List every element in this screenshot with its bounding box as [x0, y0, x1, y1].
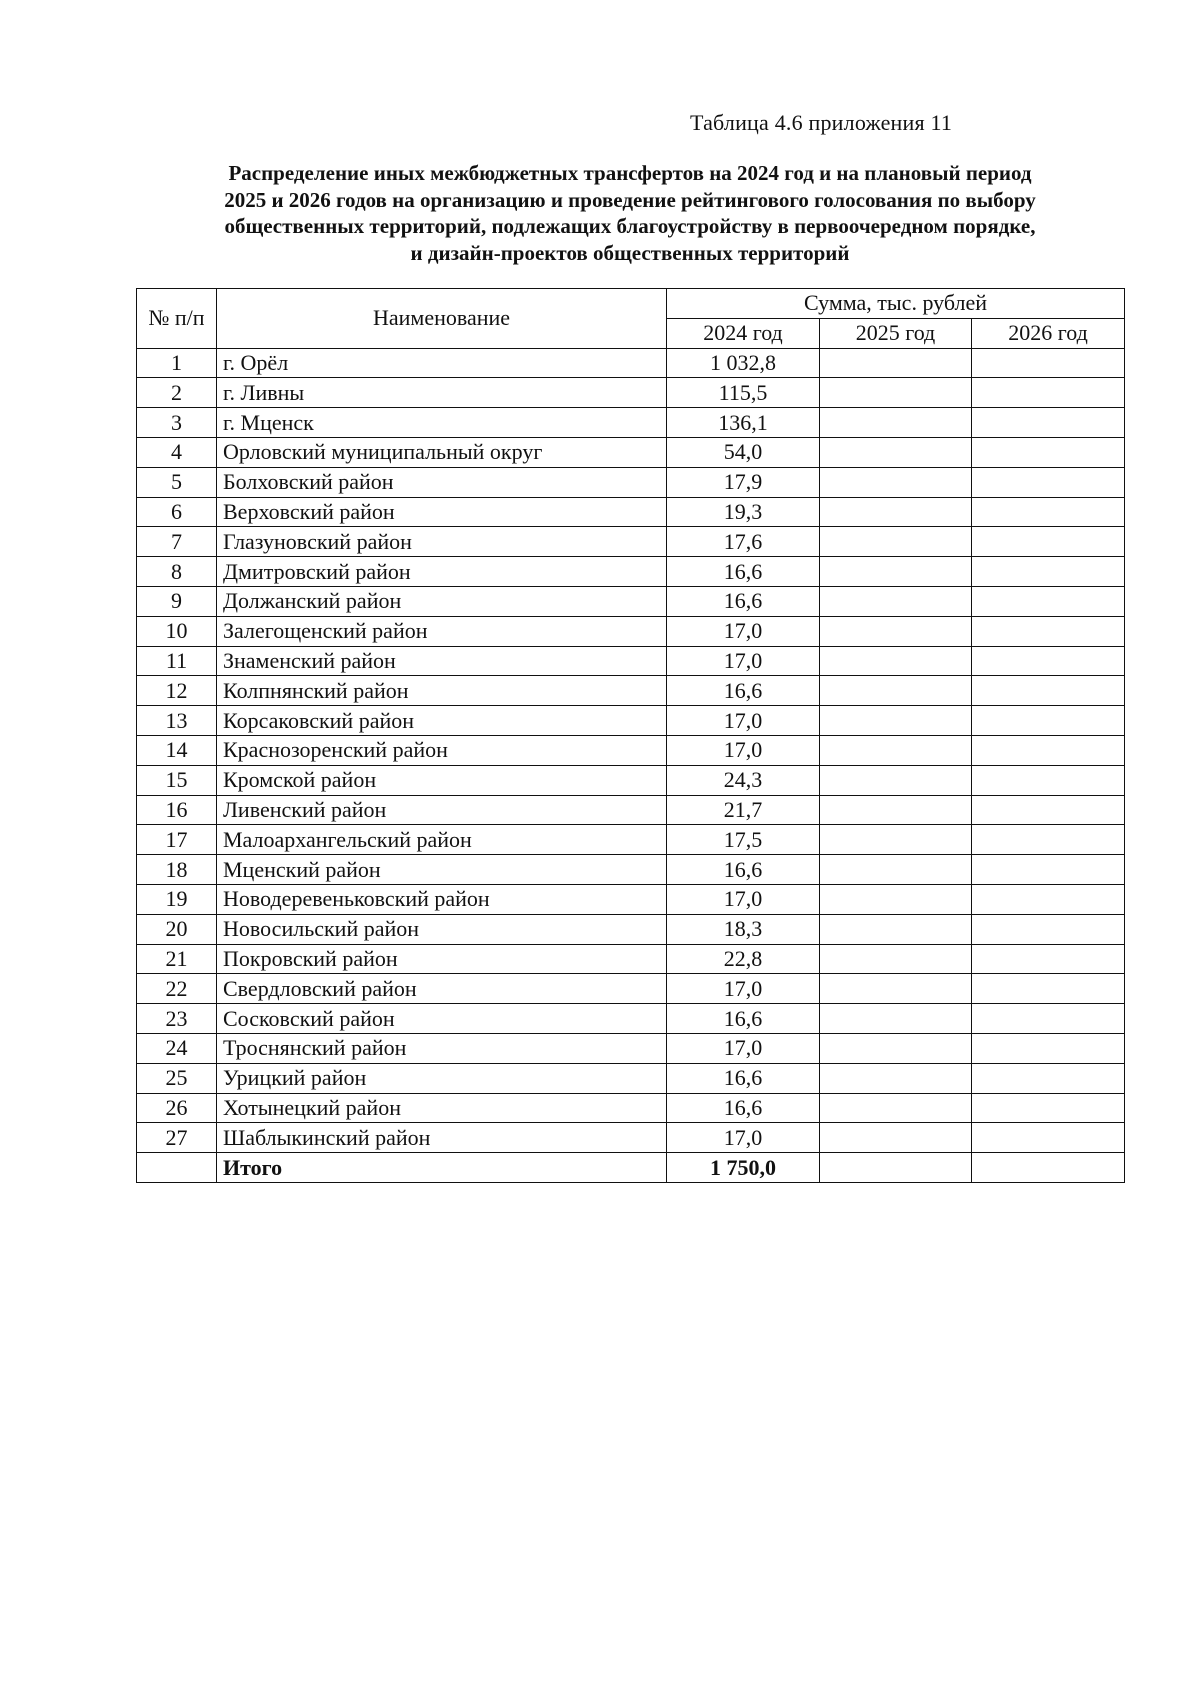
- row-value-2025: [820, 1063, 972, 1093]
- row-value-2025: [820, 795, 972, 825]
- row-value-2024: 1 032,8: [667, 348, 820, 378]
- table-row: [137, 1123, 1125, 1153]
- row-number: 1: [137, 348, 217, 378]
- table-row: [137, 944, 1125, 974]
- row-value-2026: [972, 557, 1125, 587]
- row-number: 14: [137, 735, 217, 765]
- table-row: [137, 616, 1125, 646]
- title-line-3: общественных территорий, подлежащих благоустройству в первоочередном порядке,: [224, 214, 1036, 238]
- row-value-2025: [820, 884, 972, 914]
- row-value-2026: [972, 1123, 1125, 1153]
- table-row: [137, 527, 1125, 557]
- table-row: [137, 735, 1125, 765]
- header-2024: 2024 год: [667, 318, 820, 348]
- header-sum: Сумма, тыс. рублей: [667, 289, 1125, 319]
- table-row: [137, 1033, 1125, 1063]
- row-value-2026: [972, 348, 1125, 378]
- row-value-2026: [972, 974, 1125, 1004]
- row-value-2026: [972, 706, 1125, 736]
- row-name: Глазуновский район: [217, 527, 667, 557]
- table-row: [137, 914, 1125, 944]
- total-2025: [820, 1153, 972, 1183]
- header-2025: 2025 год: [820, 318, 972, 348]
- row-value-2026: [972, 646, 1125, 676]
- row-name: Знаменский район: [217, 646, 667, 676]
- table-row: [137, 676, 1125, 706]
- row-value-2025: [820, 1123, 972, 1153]
- row-value-2025: [820, 706, 972, 736]
- header-2026: 2026 год: [972, 318, 1125, 348]
- row-value-2024: 17,5: [667, 825, 820, 855]
- row-value-2025: [820, 914, 972, 944]
- row-value-2025: [820, 437, 972, 467]
- table-row: [137, 437, 1125, 467]
- row-value-2025: [820, 825, 972, 855]
- row-value-2024: 17,9: [667, 467, 820, 497]
- row-name: Должанский район: [217, 586, 667, 616]
- row-number: 7: [137, 527, 217, 557]
- row-number: 4: [137, 437, 217, 467]
- row-number: 9: [137, 586, 217, 616]
- row-name: Залегощенский район: [217, 616, 667, 646]
- table-row: [137, 557, 1125, 587]
- row-number: 24: [137, 1033, 217, 1063]
- row-number: 18: [137, 855, 217, 885]
- total-number-cell: [137, 1153, 217, 1183]
- row-value-2024: 17,0: [667, 974, 820, 1004]
- row-value-2026: [972, 1033, 1125, 1063]
- row-number: 26: [137, 1093, 217, 1123]
- row-value-2026: [972, 586, 1125, 616]
- row-value-2024: 16,6: [667, 1004, 820, 1034]
- row-name: Мценский район: [217, 855, 667, 885]
- row-value-2025: [820, 944, 972, 974]
- row-value-2026: [972, 795, 1125, 825]
- row-value-2025: [820, 1033, 972, 1063]
- table-reference: Таблица 4.6 приложения 11: [690, 110, 953, 135]
- row-number: 19: [137, 884, 217, 914]
- table-row: [137, 348, 1125, 378]
- row-value-2025: [820, 735, 972, 765]
- row-number: 22: [137, 974, 217, 1004]
- row-name: г. Орёл: [217, 348, 667, 378]
- row-value-2024: 17,0: [667, 646, 820, 676]
- row-number: 27: [137, 1123, 217, 1153]
- table-row: [137, 1063, 1125, 1093]
- row-value-2024: 16,6: [667, 586, 820, 616]
- row-value-2024: 115,5: [667, 378, 820, 408]
- row-value-2024: 19,3: [667, 497, 820, 527]
- row-value-2024: 16,6: [667, 557, 820, 587]
- row-value-2025: [820, 616, 972, 646]
- row-number: 16: [137, 795, 217, 825]
- header-number: № п/п: [137, 289, 217, 349]
- row-value-2025: [820, 974, 972, 1004]
- row-value-2025: [820, 467, 972, 497]
- row-number: 20: [137, 914, 217, 944]
- table-row: [137, 646, 1125, 676]
- row-value-2024: 16,6: [667, 1063, 820, 1093]
- row-number: 23: [137, 1004, 217, 1034]
- row-value-2026: [972, 408, 1125, 438]
- row-name: Новодеревеньковский район: [217, 884, 667, 914]
- table-row: [137, 586, 1125, 616]
- row-name: Троснянский район: [217, 1033, 667, 1063]
- row-value-2026: [972, 825, 1125, 855]
- row-name: Верховский район: [217, 497, 667, 527]
- row-value-2026: [972, 765, 1125, 795]
- row-value-2026: [972, 616, 1125, 646]
- row-value-2024: 16,6: [667, 1093, 820, 1123]
- row-value-2025: [820, 765, 972, 795]
- table-row: [137, 706, 1125, 736]
- table-row: [137, 974, 1125, 1004]
- row-number: 15: [137, 765, 217, 795]
- row-value-2025: [820, 586, 972, 616]
- table-row: [137, 795, 1125, 825]
- title-line-2: 2025 и 2026 годов на организацию и проведение рейтингового голосования по выбору: [224, 187, 1036, 212]
- total-label: Итого: [217, 1153, 667, 1183]
- table-row: [137, 1093, 1125, 1123]
- row-value-2026: [972, 676, 1125, 706]
- row-name: Малоархангельский район: [217, 825, 667, 855]
- row-name: Урицкий район: [217, 1063, 667, 1093]
- row-value-2024: 16,6: [667, 855, 820, 885]
- row-value-2024: 17,6: [667, 527, 820, 557]
- total-2026: [972, 1153, 1125, 1183]
- row-value-2025: [820, 348, 972, 378]
- row-value-2024: 18,3: [667, 914, 820, 944]
- row-name: Покровский район: [217, 944, 667, 974]
- total-2024: 1 750,0: [667, 1153, 820, 1183]
- row-value-2024: 16,6: [667, 676, 820, 706]
- row-value-2026: [972, 1004, 1125, 1034]
- row-number: 8: [137, 557, 217, 587]
- row-name: Свердловский район: [217, 974, 667, 1004]
- table-row: [137, 497, 1125, 527]
- table-row: [137, 408, 1125, 438]
- row-value-2026: [972, 437, 1125, 467]
- row-name: Колпнянский район: [217, 676, 667, 706]
- row-value-2025: [820, 676, 972, 706]
- row-value-2026: [972, 735, 1125, 765]
- row-value-2024: 17,0: [667, 1033, 820, 1063]
- row-value-2026: [972, 467, 1125, 497]
- row-value-2025: [820, 408, 972, 438]
- row-number: 21: [137, 944, 217, 974]
- table-body: [137, 348, 1125, 1153]
- table-row: [137, 378, 1125, 408]
- row-value-2026: [972, 1093, 1125, 1123]
- row-value-2024: 17,0: [667, 616, 820, 646]
- row-value-2025: [820, 557, 972, 587]
- row-number: 13: [137, 706, 217, 736]
- row-value-2025: [820, 378, 972, 408]
- row-value-2025: [820, 855, 972, 885]
- row-number: 3: [137, 408, 217, 438]
- row-number: 25: [137, 1063, 217, 1093]
- header-name: Наименование: [217, 289, 667, 349]
- row-value-2025: [820, 527, 972, 557]
- row-name: Орловский муниципальный округ: [217, 437, 667, 467]
- total-row: [137, 1153, 1125, 1183]
- row-name: Краснозоренский район: [217, 735, 667, 765]
- row-value-2024: 17,0: [667, 1123, 820, 1153]
- row-value-2024: 136,1: [667, 408, 820, 438]
- row-value-2026: [972, 527, 1125, 557]
- row-value-2024: 17,0: [667, 884, 820, 914]
- row-value-2026: [972, 497, 1125, 527]
- row-value-2025: [820, 497, 972, 527]
- row-name: г. Ливны: [217, 378, 667, 408]
- row-number: 17: [137, 825, 217, 855]
- row-value-2026: [972, 914, 1125, 944]
- row-value-2024: 22,8: [667, 944, 820, 974]
- row-value-2025: [820, 1093, 972, 1123]
- row-value-2025: [820, 1004, 972, 1034]
- row-number: 6: [137, 497, 217, 527]
- row-value-2024: 54,0: [667, 437, 820, 467]
- table-row: [137, 825, 1125, 855]
- title-line-4: и дизайн-проектов общественных территорий: [410, 240, 850, 265]
- table-header-row: [137, 289, 1125, 319]
- row-name: Шаблыкинский район: [217, 1123, 667, 1153]
- row-number: 12: [137, 676, 217, 706]
- row-value-2025: [820, 646, 972, 676]
- table-row: [137, 765, 1125, 795]
- row-name: Дмитровский район: [217, 557, 667, 587]
- row-value-2026: [972, 855, 1125, 885]
- table-row: [137, 884, 1125, 914]
- allocation-table: [136, 288, 1125, 1183]
- row-value-2024: 24,3: [667, 765, 820, 795]
- row-value-2024: 17,0: [667, 706, 820, 736]
- row-name: Болховский район: [217, 467, 667, 497]
- row-value-2026: [972, 944, 1125, 974]
- table-row: [137, 467, 1125, 497]
- row-value-2024: 17,0: [667, 735, 820, 765]
- row-value-2026: [972, 1063, 1125, 1093]
- title-line-1: Распределение иных межбюджетных трансфертов на 2024 год и на плановый период: [228, 161, 1032, 185]
- row-name: г. Мценск: [217, 408, 667, 438]
- row-name: Корсаковский район: [217, 706, 667, 736]
- row-name: Ливенский район: [217, 795, 667, 825]
- row-value-2026: [972, 378, 1125, 408]
- row-number: 5: [137, 467, 217, 497]
- row-number: 10: [137, 616, 217, 646]
- table-row: [137, 855, 1125, 885]
- row-name: Сосковский район: [217, 1004, 667, 1034]
- row-name: Кромской район: [217, 765, 667, 795]
- row-name: Хотынецкий район: [217, 1093, 667, 1123]
- row-number: 11: [137, 646, 217, 676]
- row-value-2024: 21,7: [667, 795, 820, 825]
- document-title: [150, 160, 1110, 266]
- table-row: [137, 1004, 1125, 1034]
- row-name: Новосильский район: [217, 914, 667, 944]
- row-number: 2: [137, 378, 217, 408]
- row-value-2026: [972, 884, 1125, 914]
